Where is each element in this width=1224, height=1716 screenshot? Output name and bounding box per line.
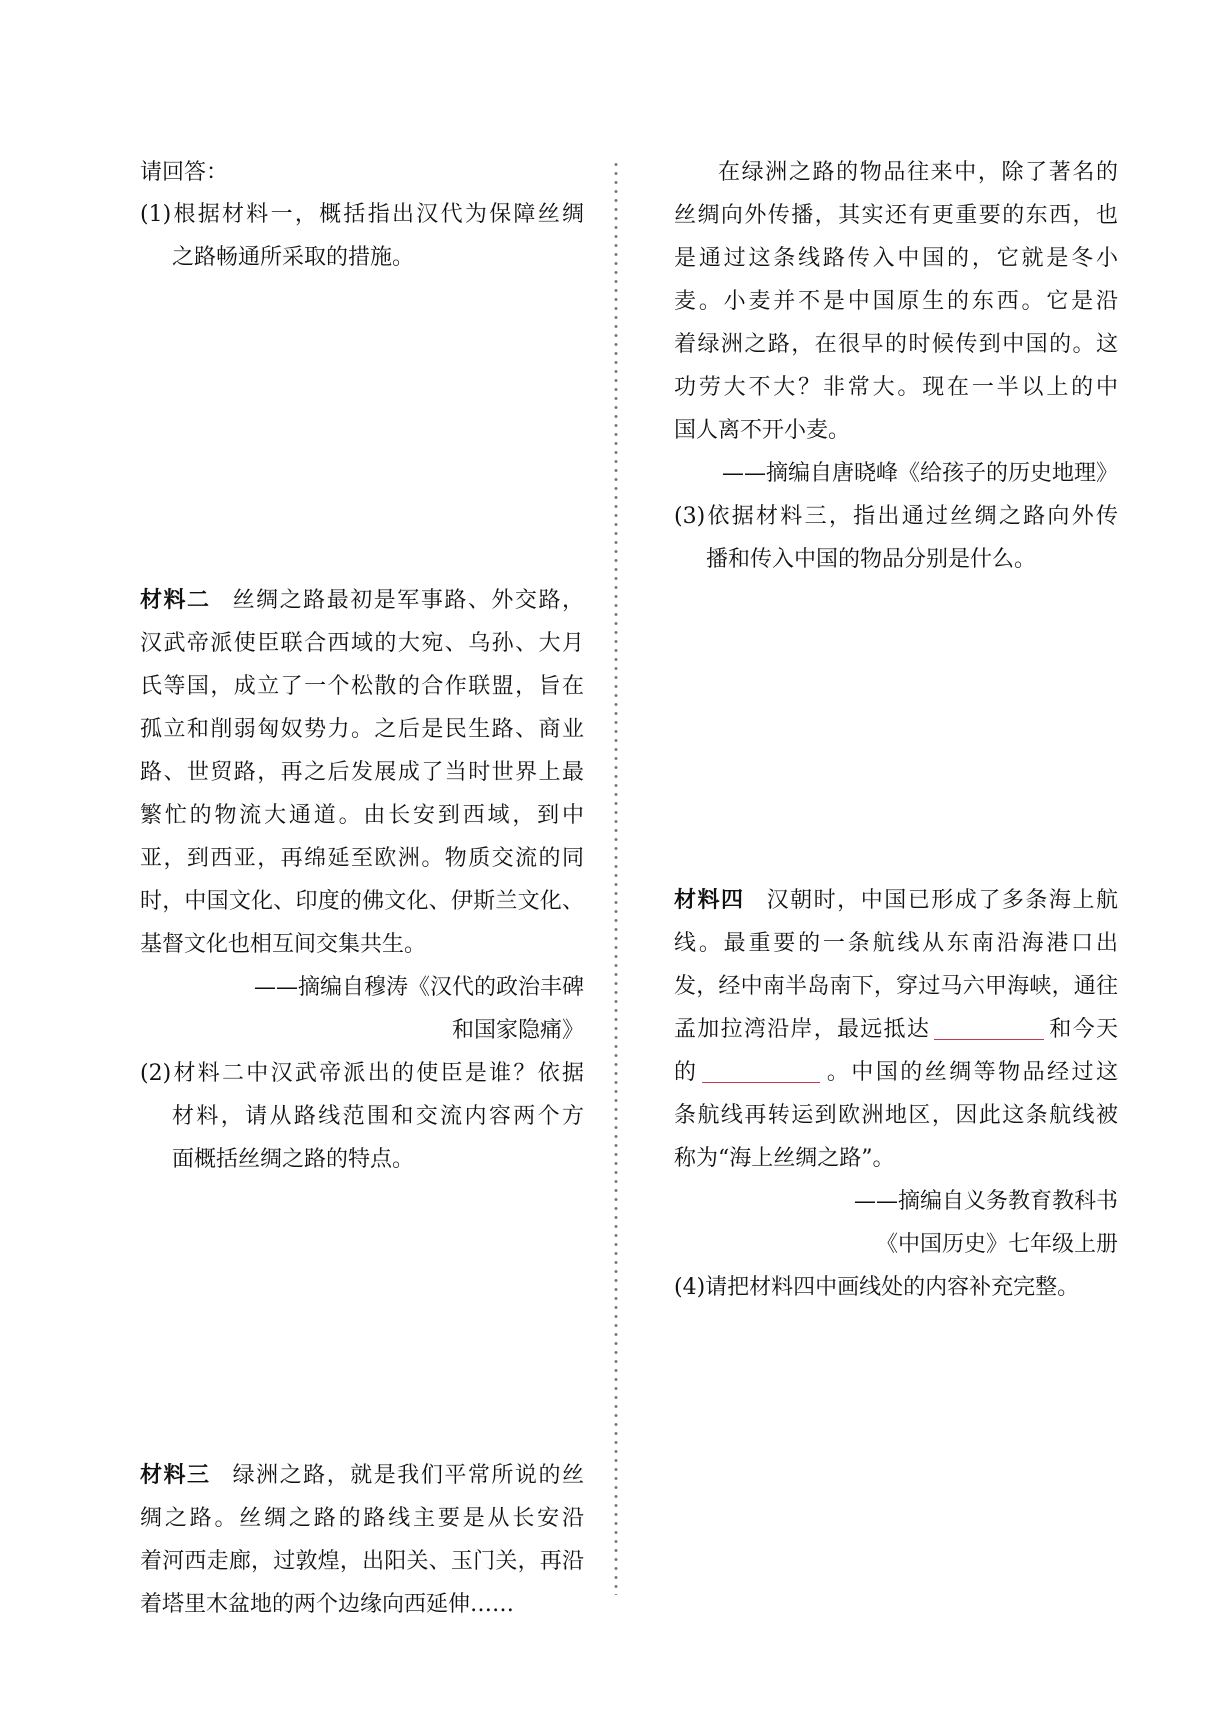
question-3-line: (3)依据材料三，指出通过丝绸之路向外传	[674, 504, 1118, 529]
material-3-line	[140, 1461, 584, 1491]
question-1-line: 之路畅通所采取的措施。	[172, 245, 415, 270]
material-3-continued-line: 麦。小麦并不是中国原生的东西。它是沿	[674, 289, 1118, 314]
material-4-text: 孟加拉湾沿岸，最远抵达	[674, 1017, 931, 1042]
material-3-continued-line: 在绿洲之路的物品往来中，除了著名的	[718, 160, 1118, 185]
material-4-text: 的	[674, 1060, 699, 1085]
material-4-line	[674, 1015, 1118, 1045]
material-3-continued-line: 丝绸向外传播，其实还有更重要的东西，也	[674, 203, 1118, 228]
material-4-source: 《中国历史》七年级上册	[875, 1232, 1118, 1257]
material-3-line: 绸之路。丝绸之路的路线主要是从长安沿	[140, 1506, 584, 1531]
material-4-line: 线。最重要的一条航线从东南沿海港口出	[674, 931, 1118, 956]
material-3-text: 绿洲之路，就是我们平常所说的丝	[232, 1463, 584, 1488]
material-4-line	[674, 1058, 1118, 1088]
answer-blank-1[interactable]	[934, 1017, 1044, 1040]
material-3-label: 材料三	[140, 1463, 211, 1488]
material-3-line: 着塔里木盆地的两个边缘向西延伸……	[140, 1592, 515, 1617]
material-4-line	[674, 886, 1118, 916]
material-2-line	[140, 586, 584, 616]
material-2-line: 繁忙的物流大通道。由长安到西域，到中	[140, 803, 584, 828]
material-4-source: ——摘编自义务教育教科书	[853, 1189, 1118, 1214]
material-2-line: 路、世贸路，再之后发展成了当时世界上最	[140, 760, 584, 785]
question-2-line: 材料，请从路线范围和交流内容两个方	[172, 1104, 584, 1129]
material-4-line: 条航线再转运到欧洲地区，因此这条航线被	[674, 1103, 1118, 1128]
material-4-line: 发，经中南半岛南下，穿过马六甲海峡，通往	[674, 974, 1118, 999]
prompt-intro: 请回答：	[140, 160, 229, 185]
material-2-line: 汉武帝派使臣联合西域的大宛、乌孙、大月	[140, 631, 584, 656]
material-3-continued-line: 功劳大不大？非常大。现在一半以上的中	[674, 375, 1118, 400]
material-3-line: 着河西走廊，过敦煌，出阳关、玉门关，再沿	[140, 1549, 584, 1574]
material-2-label: 材料二	[140, 588, 211, 613]
material-3-continued-line: 是通过这条线路传入中国的，它就是冬小	[674, 246, 1118, 271]
question-1-line: (1)根据材料一，概括指出汉代为保障丝绸	[140, 202, 584, 227]
material-3-continued-line: 国人离不开小麦。	[674, 418, 851, 443]
material-2-text: 丝绸之路最初是军事路、外交路，	[232, 588, 584, 613]
material-4-line: 称为“海上丝绸之路”。	[674, 1146, 895, 1171]
material-2-line: 基督文化也相互间交集共生。	[140, 932, 427, 957]
column-divider	[614, 160, 618, 1595]
material-4-text: 和今天	[1048, 1017, 1118, 1042]
material-3-source: ——摘编自唐晓峰《给孩子的历史地理》	[721, 461, 1118, 486]
material-2-source: 和国家隐痛》	[451, 1018, 584, 1043]
material-2-source: ——摘编自穆涛《汉代的政治丰碑	[253, 975, 584, 1000]
question-3-line: 播和传入中国的物品分别是什么。	[706, 547, 1037, 572]
material-2-line: 时，中国文化、印度的佛文化、伊斯兰文化、	[140, 889, 584, 914]
answer-blank-2[interactable]	[702, 1060, 820, 1083]
question-2-line: 面概括丝绸之路的特点。	[172, 1147, 415, 1172]
material-2-line: 亚，到西亚，再绵延至欧洲。物质交流的同	[140, 846, 584, 871]
material-2-line: 氏等国，成立了一个松散的合作联盟，旨在	[140, 674, 584, 699]
material-4-text: 汉朝时，中国已形成了多条海上航	[766, 888, 1118, 913]
question-2-line: (2)材料二中汉武帝派出的使臣是谁？依据	[140, 1061, 584, 1086]
material-4-label: 材料四	[674, 888, 745, 913]
material-4-text: 。中国的丝绸等物品经过这	[824, 1060, 1118, 1085]
question-4-line: (4)请把材料四中画线处的内容补充完整。	[674, 1275, 1080, 1300]
material-3-continued-line: 着绿洲之路，在很早的时候传到中国的。这	[674, 332, 1118, 357]
material-2-line: 孤立和削弱匈奴势力。之后是民生路、商业	[140, 717, 584, 742]
